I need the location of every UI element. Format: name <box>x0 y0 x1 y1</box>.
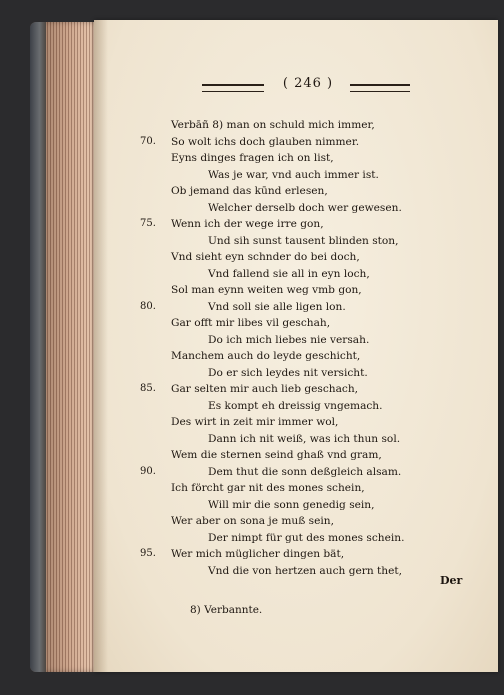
verse-line <box>154 315 474 332</box>
verse-text: Vnd sieht eyn schnder do bei doch, <box>171 251 360 263</box>
verse-text: Eyns dinges fragen ich on list, <box>171 152 334 164</box>
footnote: 8) Verbannte. <box>190 604 263 616</box>
verse-text: Der nimpt für gut des mones schein. <box>208 531 405 544</box>
page-gutter-shadow <box>94 20 108 672</box>
verse-line <box>140 546 474 563</box>
page-number: ( 246 ) <box>282 76 334 91</box>
book-page <box>94 20 498 672</box>
verse-text: Gar offt mir libes vil geschah, <box>171 317 331 329</box>
verse-line <box>154 414 474 431</box>
line-number: 90. <box>140 465 156 477</box>
verse-text: Manchem auch do leyde geschicht, <box>171 350 361 362</box>
book-spine <box>30 22 46 672</box>
verse-line <box>154 183 474 200</box>
verse-text: Es kompt eh dreissig vngemach. <box>208 399 383 412</box>
verse-line <box>154 282 474 299</box>
verse-line <box>154 563 474 580</box>
poem-text <box>140 117 474 579</box>
verse-text: Vnd fallend sie all in eyn loch, <box>208 267 370 280</box>
verse-text: Ob jemand das kūnd erlesen, <box>171 185 328 197</box>
line-number: 75. <box>140 218 156 229</box>
verse-line <box>154 530 474 547</box>
line-number: 85. <box>140 383 156 394</box>
verse-text: Wenn ich der wege irre gon, <box>171 218 324 230</box>
verse-text: Vnd soll sie alle ligen lon. <box>208 300 346 313</box>
head-rule-left <box>202 84 264 92</box>
verse-text: Sol man eynn weiten weg vmb gon, <box>171 284 362 296</box>
verse-text: Was je war, vnd auch immer ist. <box>208 168 379 181</box>
verse-line <box>154 249 474 266</box>
verse-line <box>154 167 474 184</box>
verse-line <box>154 513 474 530</box>
verse-line <box>154 398 474 415</box>
verse-text: So wolt ichs doch glauben nimmer. <box>171 135 360 148</box>
head-rule-right <box>350 84 410 92</box>
verse-text: Wer mich müglicher dingen bät, <box>171 548 345 560</box>
verse-text: Verbāñ 8) man on schuld mich immer, <box>171 119 375 131</box>
catchword: Der <box>440 574 463 587</box>
verse-text: Welcher derselb doch wer gewesen. <box>208 201 402 214</box>
verse-line <box>154 431 474 448</box>
verse-line <box>154 200 474 217</box>
verse-line <box>140 299 474 316</box>
verse-text: Dem thut die sonn deßgleich alsam. <box>208 465 402 478</box>
verse-text: Des wirt in zeit mir immer wol, <box>171 416 339 428</box>
verse-text: Wer aber on sona je muß sein, <box>171 515 334 527</box>
verse-line <box>140 134 474 151</box>
verse-text: Vnd die von hertzen auch gern thet, <box>208 564 402 577</box>
verse-text: Ich förcht gar nit des mones schein, <box>171 482 365 494</box>
verse-line <box>154 497 474 514</box>
verse-text: Do ich mich liebes nie versah. <box>208 333 370 346</box>
verse-text: Will mir die sonn genedig sein, <box>208 498 375 511</box>
verse-line <box>154 348 474 365</box>
verse-line <box>154 233 474 250</box>
running-head <box>94 76 498 96</box>
verse-line <box>140 464 474 481</box>
verse-line <box>154 480 474 497</box>
verse-text: Do er sich leydes nit versicht. <box>208 366 368 379</box>
verse-line <box>154 150 474 167</box>
verse-line <box>140 381 474 398</box>
verse-text: Wem die sternen seind ghaß vnd gram, <box>171 449 382 461</box>
verse-line <box>154 365 474 382</box>
line-number: 95. <box>140 548 156 559</box>
line-number: 80. <box>140 300 156 312</box>
line-number: 70. <box>140 135 156 147</box>
verse-line <box>154 447 474 464</box>
verse-text: Gar selten mir auch lieb geschach, <box>171 383 359 395</box>
verse-line <box>154 332 474 349</box>
verse-line <box>140 216 474 233</box>
verse-text: Und sih sunst tausent blinden ston, <box>208 234 399 247</box>
verse-text: Dann ich nit weiß, was ich thun sol. <box>208 432 401 445</box>
verse-line <box>154 117 474 134</box>
verse-line <box>154 266 474 283</box>
